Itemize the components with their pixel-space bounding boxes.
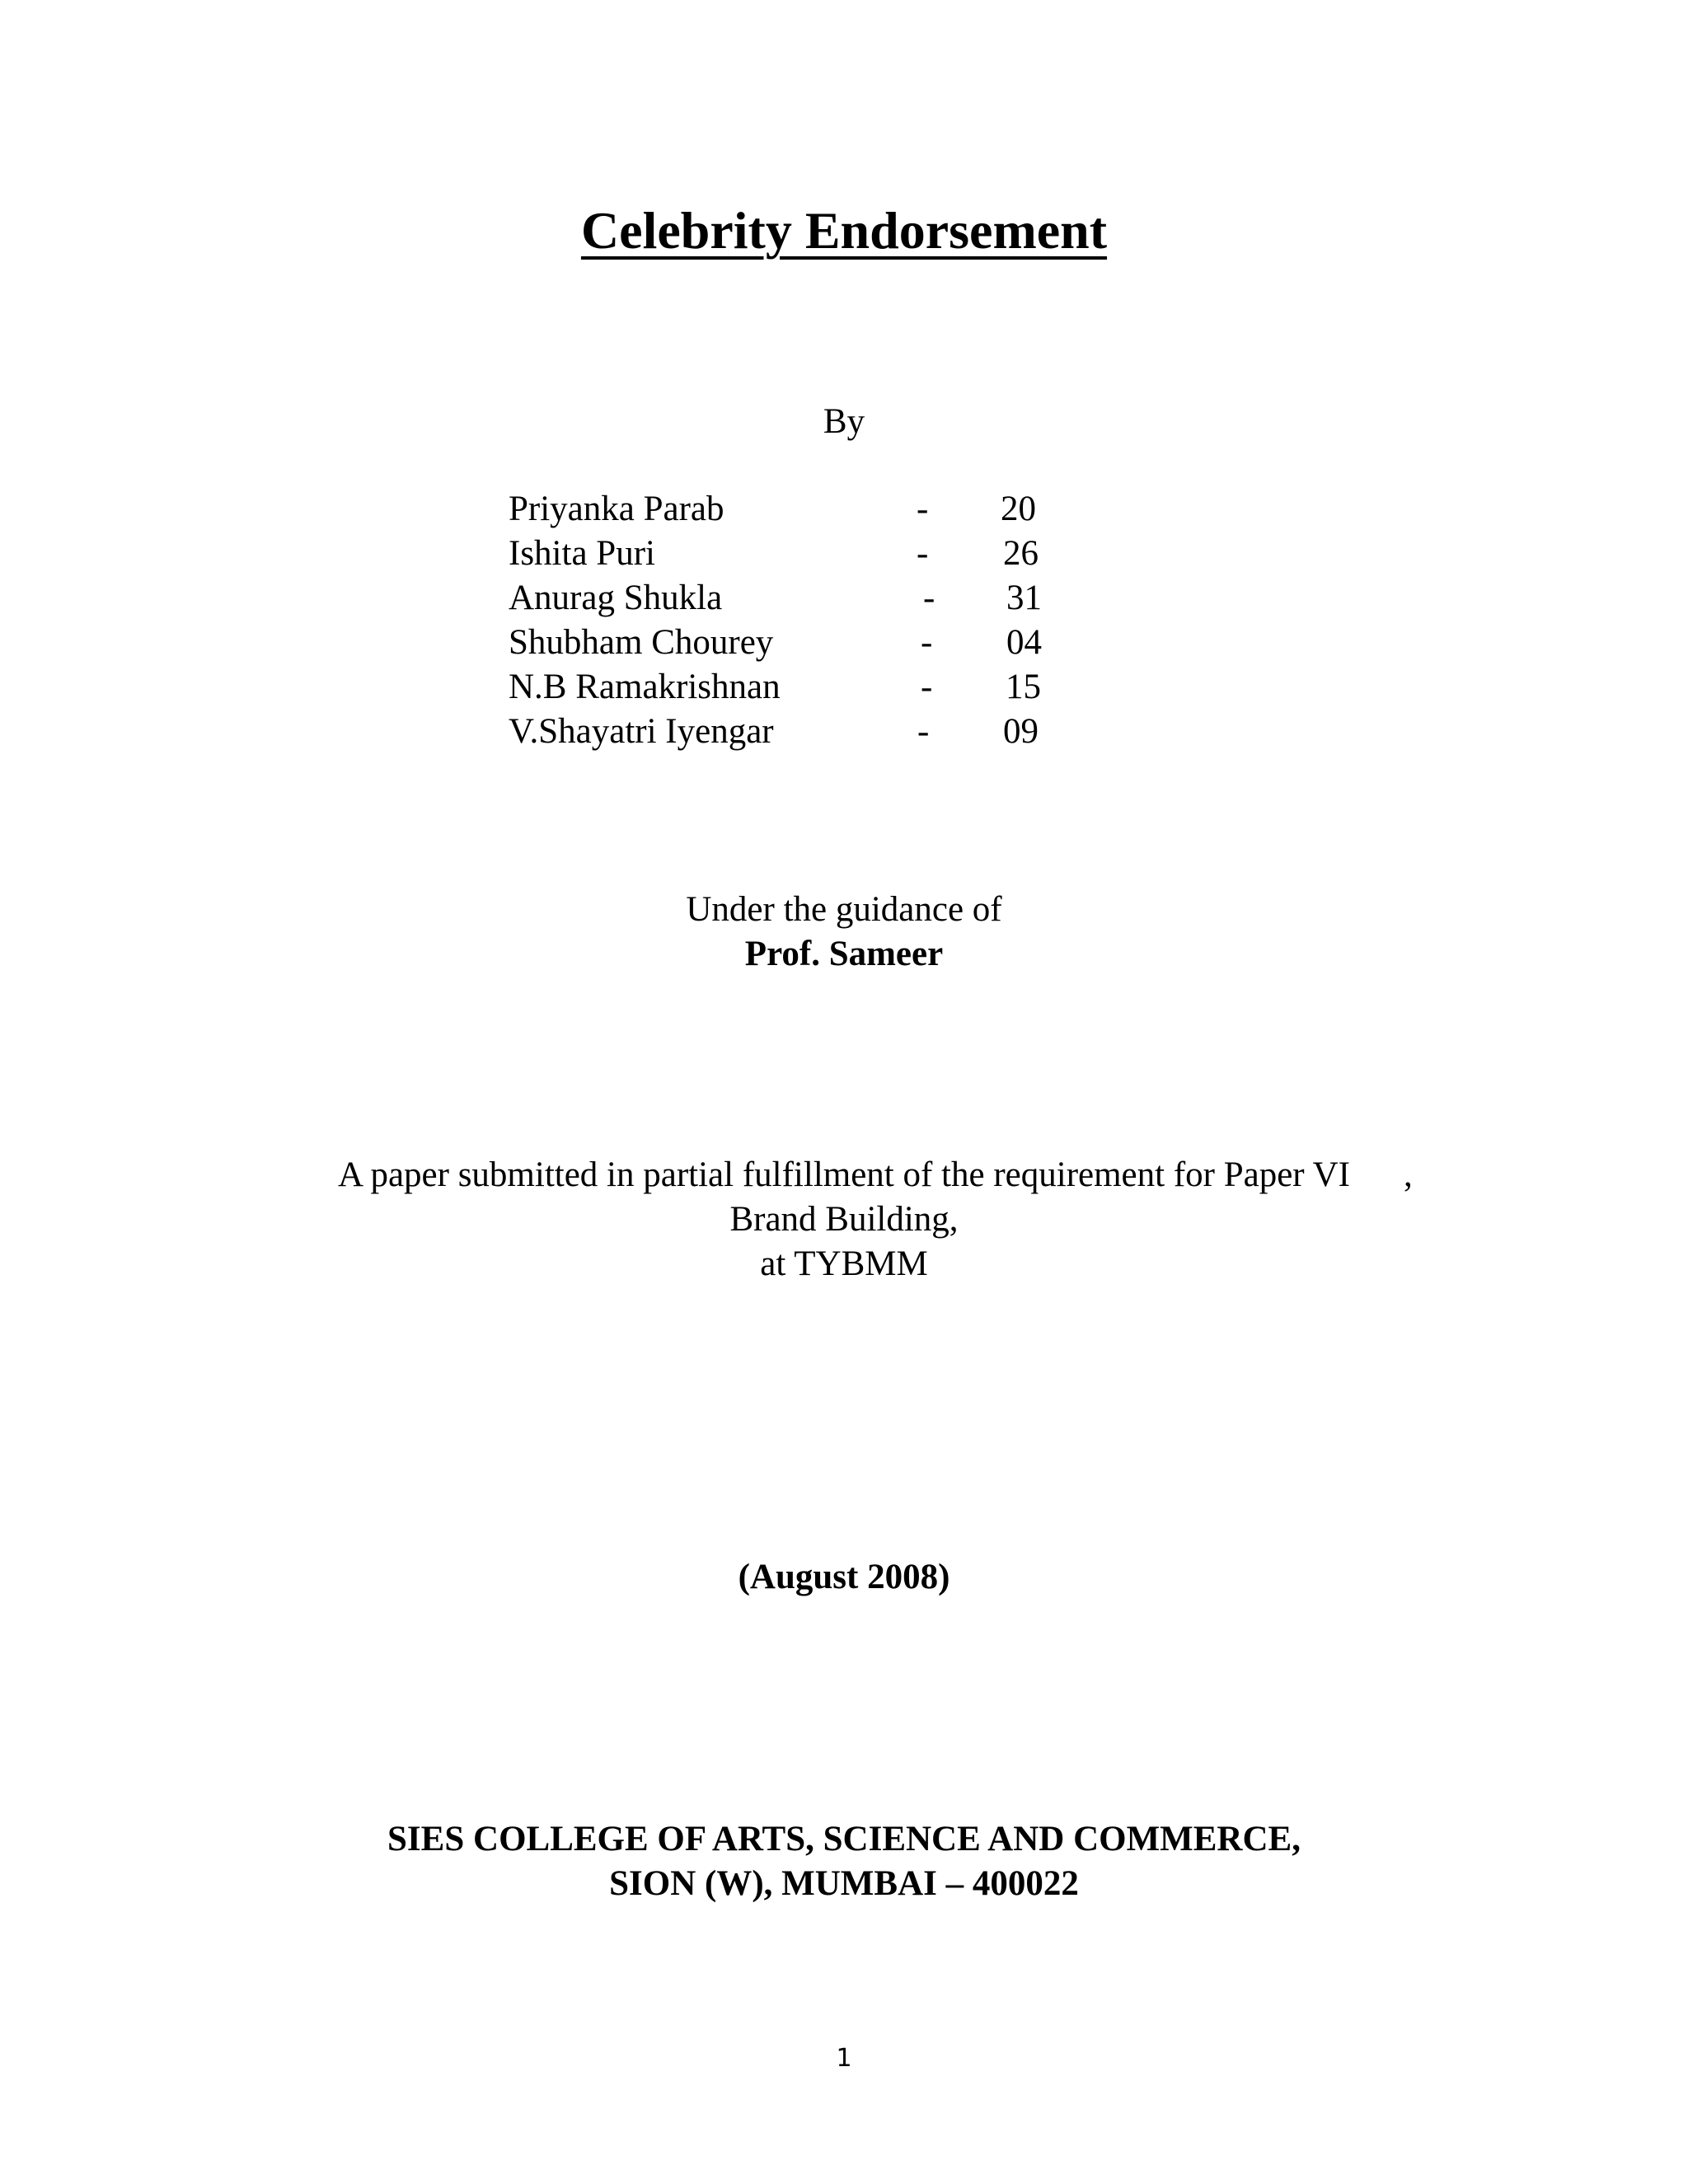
author-dash: - bbox=[921, 623, 933, 662]
author-roll: 09 bbox=[1003, 712, 1039, 751]
author-row bbox=[509, 532, 1135, 576]
author-roll: 20 bbox=[1001, 490, 1036, 528]
author-roll: 15 bbox=[1006, 668, 1041, 706]
author-name: Ishita Puri bbox=[509, 534, 655, 573]
submission-line-1 bbox=[0, 1153, 1688, 1197]
submission-line-2: Brand Building, bbox=[729, 1200, 959, 1239]
author-dash: - bbox=[923, 579, 935, 617]
guidance-label: Under the guidance of bbox=[686, 890, 1002, 929]
submission-line-3: at TYBMM bbox=[760, 1244, 928, 1283]
author-row bbox=[509, 710, 1135, 754]
author-name: N.B Ramakrishnan bbox=[509, 668, 781, 706]
college-name bbox=[0, 1817, 1688, 1906]
author-dash: - bbox=[917, 534, 929, 573]
submission-date: (August 2008) bbox=[738, 1558, 950, 1596]
author-name: Anurag Shukla bbox=[509, 579, 723, 617]
author-row bbox=[509, 576, 1135, 621]
author-row bbox=[509, 621, 1135, 665]
author-dash: - bbox=[917, 490, 929, 528]
author-roll: 04 bbox=[1006, 623, 1042, 662]
by-label: By bbox=[823, 402, 865, 441]
submission-statement bbox=[0, 1153, 1688, 1286]
author-row bbox=[509, 487, 1135, 532]
author-roll: 31 bbox=[1006, 579, 1042, 617]
author-dash: - bbox=[917, 712, 930, 751]
submission-line-1-text: A paper submitted in partial fulfillment of the requirement for Paper VI bbox=[338, 1155, 1350, 1194]
author-dash: - bbox=[921, 668, 933, 706]
guide-name: Prof. Sameer bbox=[744, 935, 944, 973]
author-roll: 26 bbox=[1003, 534, 1039, 573]
document-title: Celebrity Endorsement bbox=[580, 201, 1108, 260]
page-number: 1 bbox=[836, 2044, 852, 2073]
submission-line-1-comma: , bbox=[1404, 1155, 1413, 1194]
author-list bbox=[509, 487, 1135, 754]
guidance-block bbox=[0, 888, 1688, 977]
author-row bbox=[509, 665, 1135, 710]
author-name: Shubham Chourey bbox=[509, 623, 774, 662]
author-name: Priyanka Parab bbox=[509, 490, 724, 528]
college-line-2: SION (W), MUMBAI – 400022 bbox=[609, 1864, 1079, 1903]
college-line-1: SIES COLLEGE OF ARTS, SCIENCE AND COMMERCE, bbox=[387, 1820, 1301, 1858]
author-name: V.Shayatri Iyengar bbox=[509, 712, 774, 751]
